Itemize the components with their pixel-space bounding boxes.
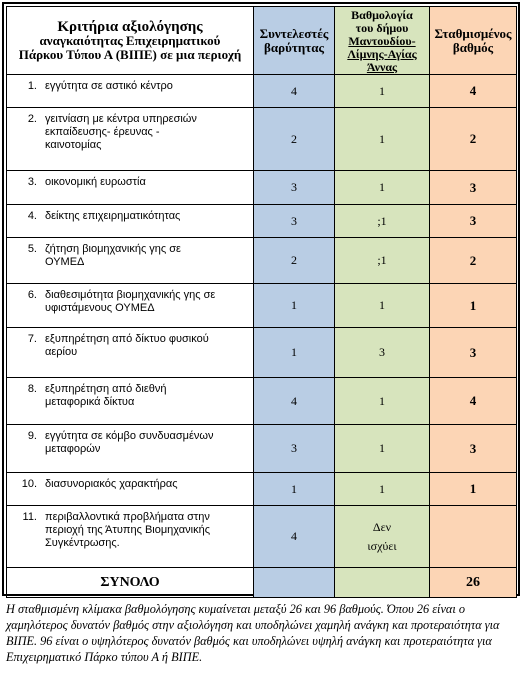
score-cell xyxy=(335,506,430,568)
header-criteria-line3: Πάρκου Τύπου Α (ΒΙΠΕ) σε μια περιοχή xyxy=(18,46,242,62)
caption-text: Η σταθμισμένη κλίμακα βαθμολόγησης κυμαίνεται μεταξύ 26 και 96 βαθμούς. Όπου 26 είναι ο χαμηλότερος δυνατόν βαθμός στην αξιολόγηση και υποδηλώνει χαμηλή ανάγκη και προτεραιότητα για ΒΙΠΕ. 96 είναι ο υψηλότερος δυνατόν βαθμός και υποδηλώνει υψηλή ανάγκη και προτεραιότητα για Επιχειρηματικό Πάρκο τύπου Α ή ΒΙΠΕ. xyxy=(6,602,500,664)
total-weighted-cell: 26 xyxy=(430,568,517,598)
evaluation-table xyxy=(6,6,517,598)
header-row xyxy=(7,7,517,75)
header-score-line2: του δήμου xyxy=(355,21,409,35)
table-row xyxy=(7,238,517,284)
criterion-text: εγγύτητα σε αστικό κέντρο xyxy=(45,80,173,92)
weight-cell: 2 xyxy=(254,238,335,284)
table-row xyxy=(7,328,517,378)
score-cell: 1 xyxy=(335,108,430,171)
weight-cell: 4 xyxy=(254,75,335,108)
total-score-cell xyxy=(335,568,430,598)
table-row xyxy=(7,75,517,108)
weighted-cell: 4 xyxy=(430,75,517,108)
criterion-cell xyxy=(7,378,254,425)
criterion-text: περιβαλλοντικά προβλήματα στην xyxy=(45,511,210,523)
weighted-cell xyxy=(430,506,517,568)
criterion-cell xyxy=(7,473,254,506)
weighted-cell: 2 xyxy=(430,238,517,284)
criterion-text: διασυνοριακός χαρακτήρας xyxy=(45,478,178,490)
header-weighted-line1: Σταθμισμένος xyxy=(434,25,512,41)
weighted-cell: 4 xyxy=(430,378,517,425)
weight-cell: 4 xyxy=(254,506,335,568)
header-criteria-line1: Κριτήρια αξιολόγησης xyxy=(57,18,203,35)
criterion-text: οικονομική ευρωστία xyxy=(45,176,146,188)
criterion-text: γειτνίαση με κέντρα υπηρεσιών xyxy=(45,113,197,125)
header-score-line4: Λίμνης-Αγίας xyxy=(347,47,417,61)
header-score-line5: Άννας xyxy=(366,60,398,74)
criterion-number: 4. xyxy=(27,210,37,222)
header-score xyxy=(335,7,430,75)
table-row xyxy=(7,171,517,205)
criterion-text: δείκτης επιχειρηματικότητας xyxy=(45,210,181,222)
score-cell-line2: ισχύει xyxy=(367,538,397,553)
weight-cell: 3 xyxy=(254,425,335,473)
criterion-text-line2: εκπαίδευσης- έρευνας - xyxy=(45,126,160,138)
criterion-text: ζήτηση βιομηχανικής γης σε xyxy=(45,243,181,255)
criterion-text: εξυπηρέτηση από διεθνή xyxy=(45,383,167,395)
criterion-number: 8. xyxy=(27,383,37,395)
header-weighted-line2: βαθμός xyxy=(452,39,494,55)
total-weight-cell xyxy=(254,568,335,598)
header-weighted xyxy=(430,7,517,75)
criterion-cell xyxy=(7,75,254,108)
score-cell-line1: Δεν xyxy=(372,519,392,534)
weight-cell: 1 xyxy=(254,473,335,506)
criterion-number: 1. xyxy=(27,80,37,92)
criterion-text: εξυπηρέτηση από δίκτυο φυσικού xyxy=(45,333,209,345)
criterion-text: εγγύτητα σε κόμβο συνδυασμένων xyxy=(45,430,214,442)
table-row xyxy=(7,108,517,171)
criterion-text-line3: Συγκέντρωσης. xyxy=(45,537,120,549)
weighted-cell: 3 xyxy=(430,328,517,378)
weight-cell: 3 xyxy=(254,171,335,205)
score-cell: 1 xyxy=(335,171,430,205)
weighted-cell: 1 xyxy=(430,473,517,506)
criterion-text-line2: αερίου xyxy=(45,346,78,358)
score-cell: 1 xyxy=(335,378,430,425)
weighted-cell: 3 xyxy=(430,425,517,473)
criterion-number: 11. xyxy=(22,511,37,523)
header-weight xyxy=(254,7,335,75)
criterion-number: 3. xyxy=(27,176,37,188)
header-criteria-line2: αναγκαιότητας Επιχειρηματικού xyxy=(39,32,221,48)
score-cell: 3 xyxy=(335,328,430,378)
total-row xyxy=(7,568,517,598)
score-cell: 1 xyxy=(335,75,430,108)
criterion-cell xyxy=(7,284,254,328)
criterion-text-line2: περιοχή της Άτυπης Βιομηχανικής xyxy=(45,524,210,536)
criterion-cell xyxy=(7,238,254,284)
table-row xyxy=(7,284,517,328)
weight-cell: 3 xyxy=(254,205,335,238)
criterion-text-line2: ΟΥΜΕΔ xyxy=(45,256,85,268)
header-score-line1: Βαθμολογία xyxy=(351,8,413,22)
table-row xyxy=(7,378,517,425)
criterion-cell xyxy=(7,425,254,473)
criterion-text: διαθεσιμότητα βιομηχανικής γης σε xyxy=(45,289,216,301)
criterion-number: 6. xyxy=(27,289,37,301)
criterion-cell xyxy=(7,108,254,171)
table-row xyxy=(7,205,517,238)
score-cell: 1 xyxy=(335,425,430,473)
score-cell: ;1 xyxy=(335,205,430,238)
table-row xyxy=(7,506,517,568)
criterion-text-line2: υφιστάμενους ΟΥΜΕΔ xyxy=(45,302,155,314)
weight-cell: 4 xyxy=(254,378,335,425)
header-weight-line2: βαρύτητας xyxy=(264,39,324,55)
weighted-cell: 2 xyxy=(430,108,517,171)
header-score-line3: Μαντουδίου- xyxy=(348,34,416,48)
weight-cell: 1 xyxy=(254,284,335,328)
criterion-number: 9. xyxy=(27,430,37,442)
header-criteria xyxy=(7,7,254,75)
weighted-cell: 3 xyxy=(430,205,517,238)
criterion-number: 5. xyxy=(27,243,37,255)
weighted-cell: 1 xyxy=(430,284,517,328)
weighted-cell: 3 xyxy=(430,171,517,205)
criterion-text-line3: καινοτομίας xyxy=(45,139,102,151)
criterion-number: 10. xyxy=(21,478,37,490)
score-cell: ;1 xyxy=(335,238,430,284)
header-weight-line1: Συντελεστές xyxy=(259,25,329,41)
weight-cell: 2 xyxy=(254,108,335,171)
weight-cell: 1 xyxy=(254,328,335,378)
table-row xyxy=(7,473,517,506)
criterion-cell xyxy=(7,205,254,238)
criterion-cell xyxy=(7,328,254,378)
score-cell: 1 xyxy=(335,473,430,506)
criterion-cell xyxy=(7,506,254,568)
criterion-text-line2: μεταφορικά δίκτυα xyxy=(45,396,135,408)
criterion-cell xyxy=(7,171,254,205)
criterion-number: 2. xyxy=(27,113,37,125)
criterion-number: 7. xyxy=(27,333,37,345)
criterion-text-line2: μεταφορών xyxy=(45,443,101,455)
score-cell: 1 xyxy=(335,284,430,328)
table-row xyxy=(7,425,517,473)
total-label: ΣΥΝΟΛΟ xyxy=(7,568,254,598)
